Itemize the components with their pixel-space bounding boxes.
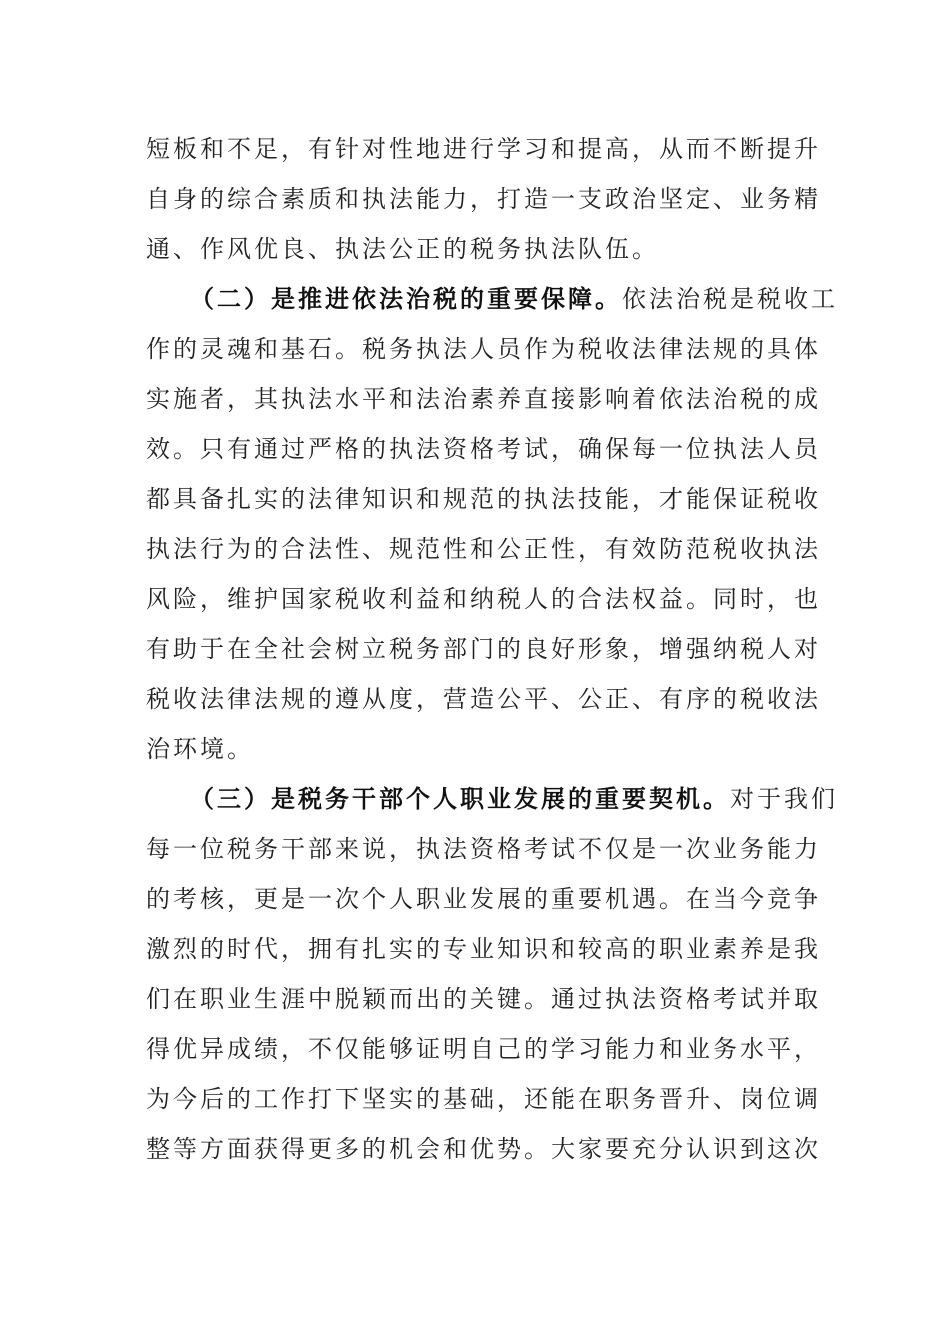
text-line: 的考核，更是一次个人职业发展的重要机遇。在当今竞争: [146, 885, 821, 913]
text-line: 整等方面获得更多的机会和优势。大家要充分认识到这次: [146, 1135, 821, 1163]
text-line: 们在职业生涯中脱颖而出的关键。通过执法资格考试并取: [146, 985, 821, 1013]
text-line: 执法行为的合法性、规范性和公正性，有效防范税收执法: [146, 535, 821, 563]
text-line: 治环境。: [146, 735, 254, 763]
text-line: 税收法律法规的遵从度，营造公平、公正、有序的税收法: [146, 685, 821, 713]
text-line: 实施者，其执法水平和法治素养直接影响着依法治税的成: [146, 385, 821, 413]
paragraph-first-line: [146, 274, 838, 324]
text-line: 为今后的工作打下坚实的基础，还能在职务晋升、岗位调: [146, 1085, 821, 1113]
section-heading: （三）是税务干部个人职业发展的重要契机。: [190, 785, 730, 813]
text-line: 激烈的时代，拥有扎实的专业知识和较高的职业素养是我: [146, 935, 821, 963]
text-run: 依法治税是税收工: [622, 285, 838, 313]
text-line: 通、作风优良、执法公正的税务执法队伍。: [146, 235, 659, 263]
text-line: 短板和不足，有针对性地进行学习和提高，从而不断提升: [146, 135, 821, 163]
text-run: 对于我们: [730, 785, 838, 813]
text-line: 风险，维护国家税收利益和纳税人的合法权益。同时，也: [146, 585, 821, 613]
text-line: 每一位税务干部来说，执法资格考试不仅是一次业务能力: [146, 835, 821, 863]
paragraph-2: [146, 274, 838, 774]
text-line: 效。只有通过严格的执法资格考试，确保每一位执法人员: [146, 435, 821, 463]
text-line: 有助于在全社会树立税务部门的良好形象，增强纳税人对: [146, 635, 821, 663]
document-body: [146, 124, 838, 1174]
paragraph-1: [146, 124, 821, 274]
paragraph-first-line: [146, 774, 838, 824]
section-heading: （二）是推进依法治税的重要保障。: [190, 285, 622, 313]
text-line: 自身的综合素质和执法能力，打造一支政治坚定、业务精: [146, 185, 821, 213]
paragraph-3: [146, 774, 838, 1174]
text-line: 作的灵魂和基石。税务执法人员作为税收法律法规的具体: [146, 335, 821, 363]
text-line: 得优异成绩，不仅能够证明自己的学习能力和业务水平，: [146, 1035, 821, 1063]
text-line: 都具备扎实的法律知识和规范的执法技能，才能保证税收: [146, 485, 821, 513]
